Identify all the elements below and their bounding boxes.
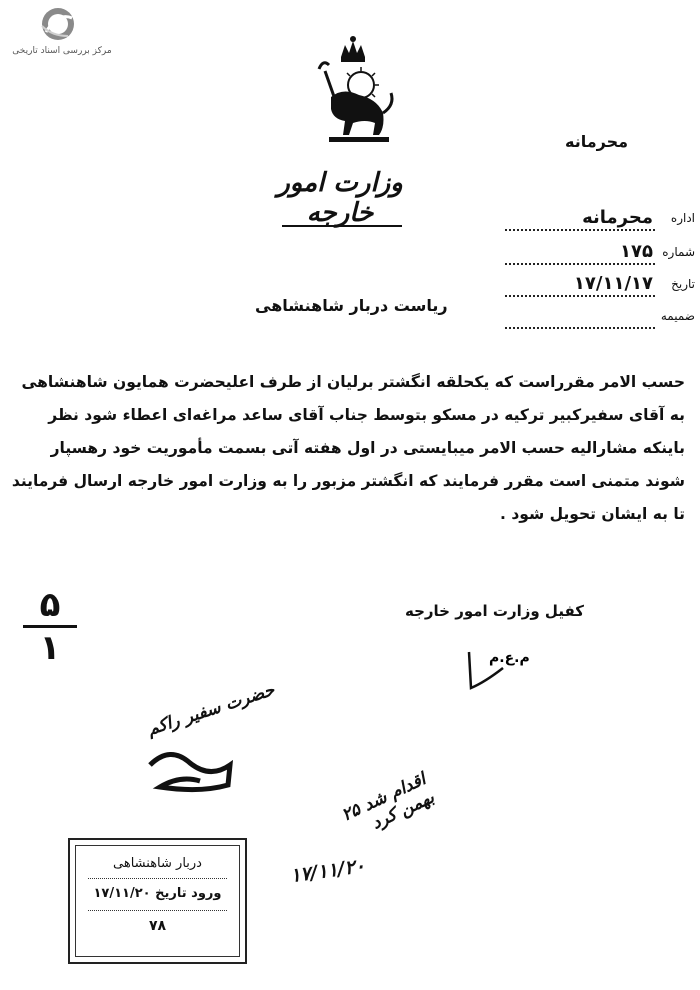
date-value: ۱۷/۱۱/۱۷ (573, 273, 653, 294)
classification-label: محرمانه (565, 132, 629, 151)
body-line: باینکه مشارالیه حسب الامر میبایستی در اول هفته آتی بسمت مأموریت خود رهسپار (50, 439, 685, 457)
body-line: به آقای سفیرکبیر ترکیه در مسکو بتوسط جناب آقای ساعد مراغه‌ای اعطاء شود نظر (48, 406, 685, 424)
stamp-rule (88, 910, 227, 911)
stamp-title: دربار شاهنشاهی (113, 856, 202, 871)
attachment-line (505, 327, 655, 329)
ministry-letterhead: وزارت امور خارجه (277, 168, 403, 228)
body-line: شوند متمنی است مقرر فرمایند که انگشتر مزبور را به وزارت امور خارجه ارسال فرمایند (11, 472, 685, 490)
margin-fraction (20, 585, 80, 675)
receipt-stamp (68, 838, 247, 964)
handwritten-scribble (140, 735, 240, 795)
number-line (505, 263, 655, 265)
date-line (505, 295, 655, 297)
number-value: ۱۷۵ (620, 241, 653, 262)
archive-logo-text: مرکز بررسی اسناد تاریخی (12, 46, 112, 56)
date-row (505, 271, 695, 299)
office-line (505, 229, 655, 231)
stamp-date: ورود تاریخ ۱۷/۱۱/۲۰ (93, 886, 222, 901)
signature-initials (455, 640, 530, 695)
fraction-denominator: ۱ (39, 628, 61, 668)
stamp-rule (88, 878, 227, 879)
archive-logo (6, 4, 116, 64)
office-label: اداره (670, 211, 695, 225)
lion-and-sun-emblem-icon (303, 35, 403, 145)
signature-initials-text: م.ع.م (489, 650, 530, 666)
handwritten-note-1: حضرت سفیر راکم (145, 680, 278, 740)
document-metadata (505, 205, 695, 335)
body-line: حسب الامر مقرراست که یکحلقه انگشتر برلیان از طرف اعلیحضرت همایون شاهنشاهی (21, 373, 685, 391)
archive-logo-icon (38, 6, 78, 42)
letterhead-divider (282, 225, 402, 227)
attachment-row (505, 303, 695, 331)
signature-title: کفیل وزارت امور خارجه (405, 602, 584, 620)
number-label: شماره (662, 245, 695, 259)
office-value: محرمانه (582, 207, 653, 228)
body-line: تا به ایشان تحویل شود . (500, 505, 685, 523)
date-label: تاریخ (671, 277, 695, 291)
attachment-label: ضمیمه (660, 309, 695, 323)
handwritten-date: ۱۷/۱۱/۲۰ (288, 854, 367, 888)
handwritten-note-2: اقدام شد ۲۵ بهمن کرد (338, 769, 438, 834)
letter-addressee: ریاست دربار شاهنشاهی (255, 296, 448, 315)
letter-body (11, 366, 685, 531)
number-row (505, 239, 695, 267)
stamp-number: ۷۸ (148, 918, 167, 934)
office-row (505, 205, 695, 233)
fraction-numerator: ۵ (39, 585, 61, 625)
